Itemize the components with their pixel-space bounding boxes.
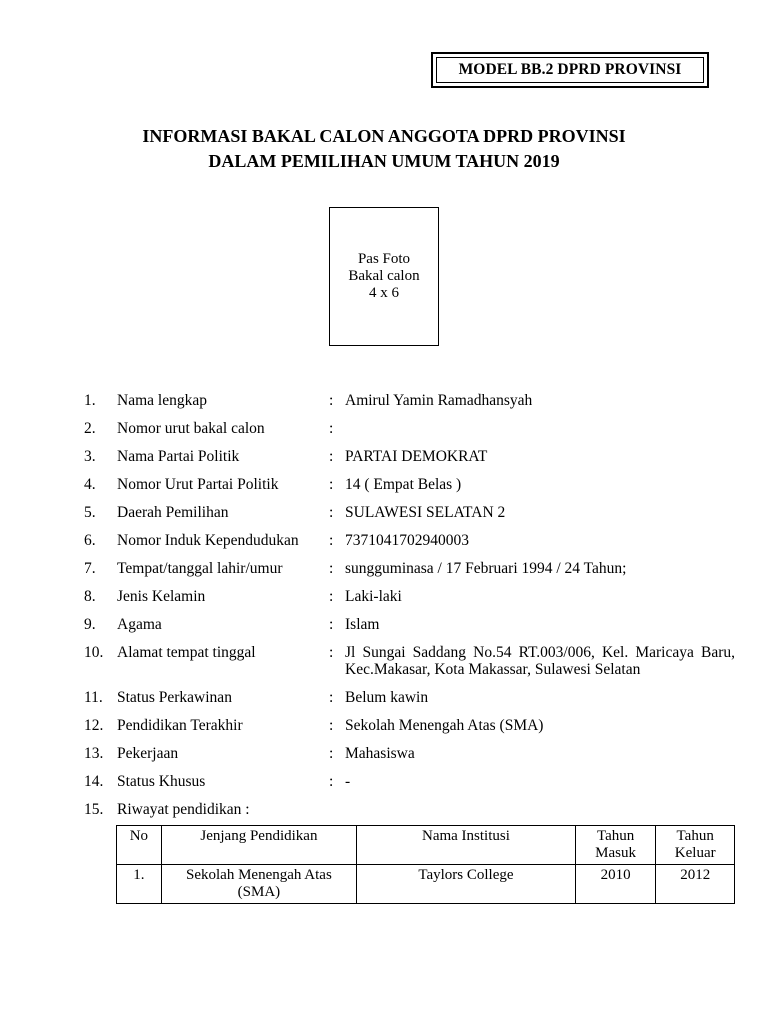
field-value: PARTAI DEMOKRAT [345, 448, 488, 465]
field-number: 8. [84, 588, 96, 605]
table-cell-institution: Taylors College [357, 865, 576, 904]
field-label: Pendidikan Terakhir [117, 717, 243, 734]
field-value: SULAWESI SELATAN 2 [345, 504, 506, 521]
field-number: 14. [84, 773, 104, 790]
field-label: Nama Partai Politik [117, 448, 240, 465]
field-number: 11. [84, 689, 103, 706]
table-cell-year-out: 2012 [656, 865, 735, 904]
field-label: Alamat tempat tinggal [117, 644, 256, 661]
field-value: Mahasiswa [345, 745, 415, 762]
field-colon: : [329, 644, 334, 661]
field-colon: : [329, 392, 334, 409]
document-title-line1: INFORMASI BAKAL CALON ANGGOTA DPRD PROVINSI [142, 126, 626, 146]
field-label: Pekerjaan [117, 745, 179, 762]
table-header-row [117, 826, 735, 865]
field-label: Status Perkawinan [117, 689, 232, 706]
field-value: Laki-laki [345, 588, 402, 605]
field-number: 10. [84, 644, 104, 661]
field-value: Belum kawin [345, 689, 429, 706]
document-title-line2: DALAM PEMILIHAN UMUM TAHUN 2019 [208, 151, 560, 171]
field-number: 9. [84, 616, 96, 633]
model-label: MODEL BB.2 DPRD PROVINSI [436, 57, 704, 83]
education-heading-label: Riwayat pendidikan : [117, 801, 250, 818]
field-number: 12. [84, 717, 104, 734]
table-cell-year-in: 2010 [575, 865, 656, 904]
field-number: 7. [84, 560, 96, 577]
field-value: 7371041702940003 [345, 532, 469, 549]
photo-text-line3: 4 x 6 [369, 285, 399, 301]
field-colon: : [329, 588, 334, 605]
photo-placeholder [329, 207, 439, 346]
field-colon: : [329, 717, 334, 734]
field-number: 6. [84, 532, 96, 549]
table-row [117, 865, 735, 904]
table-header-institution: Nama Institusi [357, 826, 576, 865]
field-label: Tempat/tanggal lahir/umur [117, 560, 283, 577]
field-label: Nomor urut bakal calon [117, 420, 265, 437]
field-label: Jenis Kelamin [117, 588, 206, 605]
table-cell-no: 1. [117, 865, 162, 904]
field-label: Agama [117, 616, 162, 633]
field-label: Status Khusus [117, 773, 206, 790]
field-value: Islam [345, 616, 380, 633]
model-label-box [431, 52, 709, 88]
education-history-table [116, 825, 735, 904]
field-number: 13. [84, 745, 104, 762]
field-value: - [345, 773, 351, 790]
field-value: Sekolah Menengah Atas (SMA) [345, 717, 544, 734]
field-label: Nomor Urut Partai Politik [117, 476, 279, 493]
field-number: 2. [84, 420, 96, 437]
field-number: 15. [84, 801, 104, 818]
field-colon: : [329, 476, 334, 493]
field-colon: : [329, 773, 334, 790]
table-header-level: Jenjang Pendidikan [161, 826, 356, 865]
field-colon: : [329, 532, 334, 549]
field-value: Amirul Yamin Ramadhansyah [345, 392, 533, 409]
field-colon: : [329, 616, 334, 633]
field-colon: : [329, 504, 334, 521]
table-header-year-in: Tahun Masuk [575, 826, 656, 865]
field-value: 14 ( Empat Belas ) [345, 476, 462, 493]
field-colon: : [329, 745, 334, 762]
field-value: sungguminasa / 17 Februari 1994 / 24 Tahun; [345, 560, 627, 577]
field-number: 1. [84, 392, 96, 409]
field-number: 5. [84, 504, 96, 521]
table-header-year-out: Tahun Keluar [656, 826, 735, 865]
field-number: 4. [84, 476, 96, 493]
photo-text-line1: Pas Foto [357, 251, 411, 267]
field-colon: : [329, 560, 334, 577]
field-colon: : [329, 420, 334, 437]
field-colon: : [329, 689, 334, 706]
table-cell-level: Sekolah Menengah Atas (SMA) [161, 865, 356, 904]
field-label: Nama lengkap [117, 392, 207, 409]
field-number: 3. [84, 448, 96, 465]
field-label: Nomor Induk Kependudukan [117, 532, 299, 549]
field-value: Jl Sungai Saddang No.54 RT.003/006, Kel. Maricaya Baru, Kec.Makasar, Kota Makassar, Sulawesi Selatan [345, 644, 735, 678]
field-colon: : [329, 448, 334, 465]
field-label: Daerah Pemilihan [117, 504, 229, 521]
photo-text-line2: Bakal calon [348, 268, 420, 284]
table-header-no: No [117, 826, 162, 865]
